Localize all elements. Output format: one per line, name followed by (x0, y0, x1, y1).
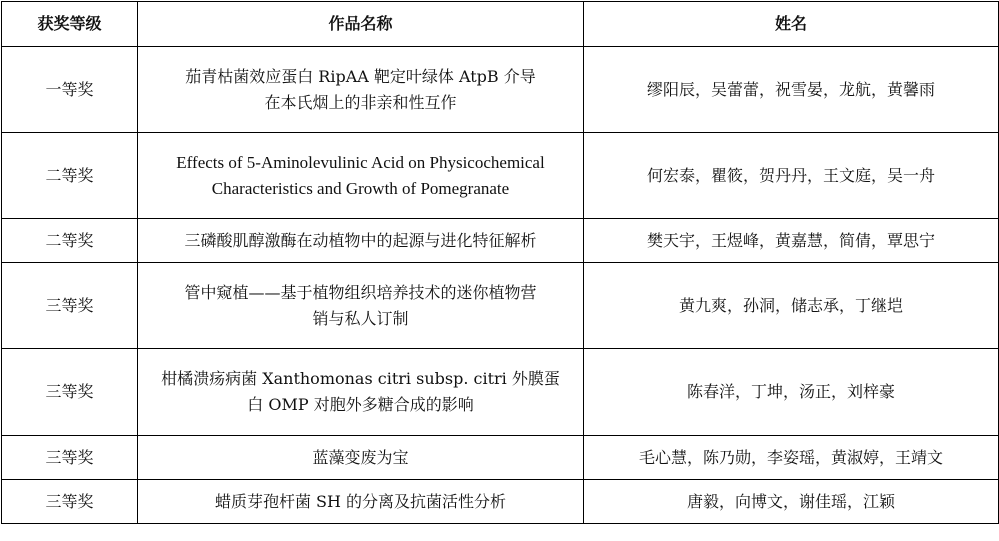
project-title-line: 在本氏烟上的非亲和性互作 (264, 92, 457, 112)
project-title-line: 管中窥植——基于植物组织培养技术的迷你植物营 (184, 282, 537, 302)
project-title-line: 三磷酸肌醇激酶在动植物中的起源与进化特征解析 (184, 230, 537, 250)
member-names: 缪阳辰，吴蕾蕾，祝雪晏，龙航，黄馨雨 (584, 47, 999, 133)
project-title (138, 436, 584, 480)
header-row (2, 2, 999, 47)
award-grade: 三等奖 (2, 480, 138, 524)
member-names: 唐毅，向博文，谢佳瑶，江颖 (584, 480, 999, 524)
project-title-line: Characteristics and Growth of Pomegranate (211, 178, 510, 198)
table-row (2, 436, 999, 480)
member-names: 毛心慧，陈乃勋，李姿瑶，黄淑婷，王靖文 (584, 436, 999, 480)
header-names: 姓名 (584, 2, 999, 47)
award-grade: 三等奖 (2, 349, 138, 436)
project-title (138, 219, 584, 263)
award-grade: 二等奖 (2, 133, 138, 219)
project-title-line: 柑橘溃疡病菌 Xanthomonas citri subsp. citri 外膜蛋 (161, 369, 560, 388)
member-names: 黄九爽，孙洞，储志承，丁继垲 (584, 263, 999, 349)
award-grade: 三等奖 (2, 436, 138, 480)
project-title (138, 480, 584, 524)
member-names: 何宏泰，瞿筱，贺丹丹，王文庭，吴一舟 (584, 133, 999, 219)
project-title-line: 蓝藻变废为宝 (312, 447, 409, 467)
header-title: 作品名称 (138, 2, 584, 47)
awards-table (1, 1, 999, 524)
table-row (2, 263, 999, 349)
project-title (138, 133, 584, 219)
project-title (138, 349, 584, 436)
award-grade: 一等奖 (2, 47, 138, 133)
award-grade: 三等奖 (2, 263, 138, 349)
table-row (2, 133, 999, 219)
project-title-line: 白 OMP 对胞外多糖合成的影响 (247, 395, 474, 414)
table-row (2, 349, 999, 436)
project-title-line: 蜡质芽孢杆菌 SH 的分离及抗菌活性分析 (214, 491, 507, 511)
project-title (138, 47, 584, 133)
member-names: 樊天宇，王煜峰，黄嘉慧，简倩，覃思宁 (584, 219, 999, 263)
header-grade: 获奖等级 (2, 2, 138, 47)
project-title-line: 销与私人订制 (312, 308, 409, 328)
table-row (2, 219, 999, 263)
table-row (2, 480, 999, 524)
table-row (2, 47, 999, 133)
project-title-line: Effects of 5-Aminolevulinic Acid on Physicochemical (176, 152, 545, 172)
project-title (138, 263, 584, 349)
project-title-line: 茄青枯菌效应蛋白 RipAA 靶定叶绿体 AtpB 介导 (185, 66, 536, 86)
award-grade: 二等奖 (2, 219, 138, 263)
member-names: 陈春洋，丁坤，汤正，刘梓豪 (584, 349, 999, 436)
